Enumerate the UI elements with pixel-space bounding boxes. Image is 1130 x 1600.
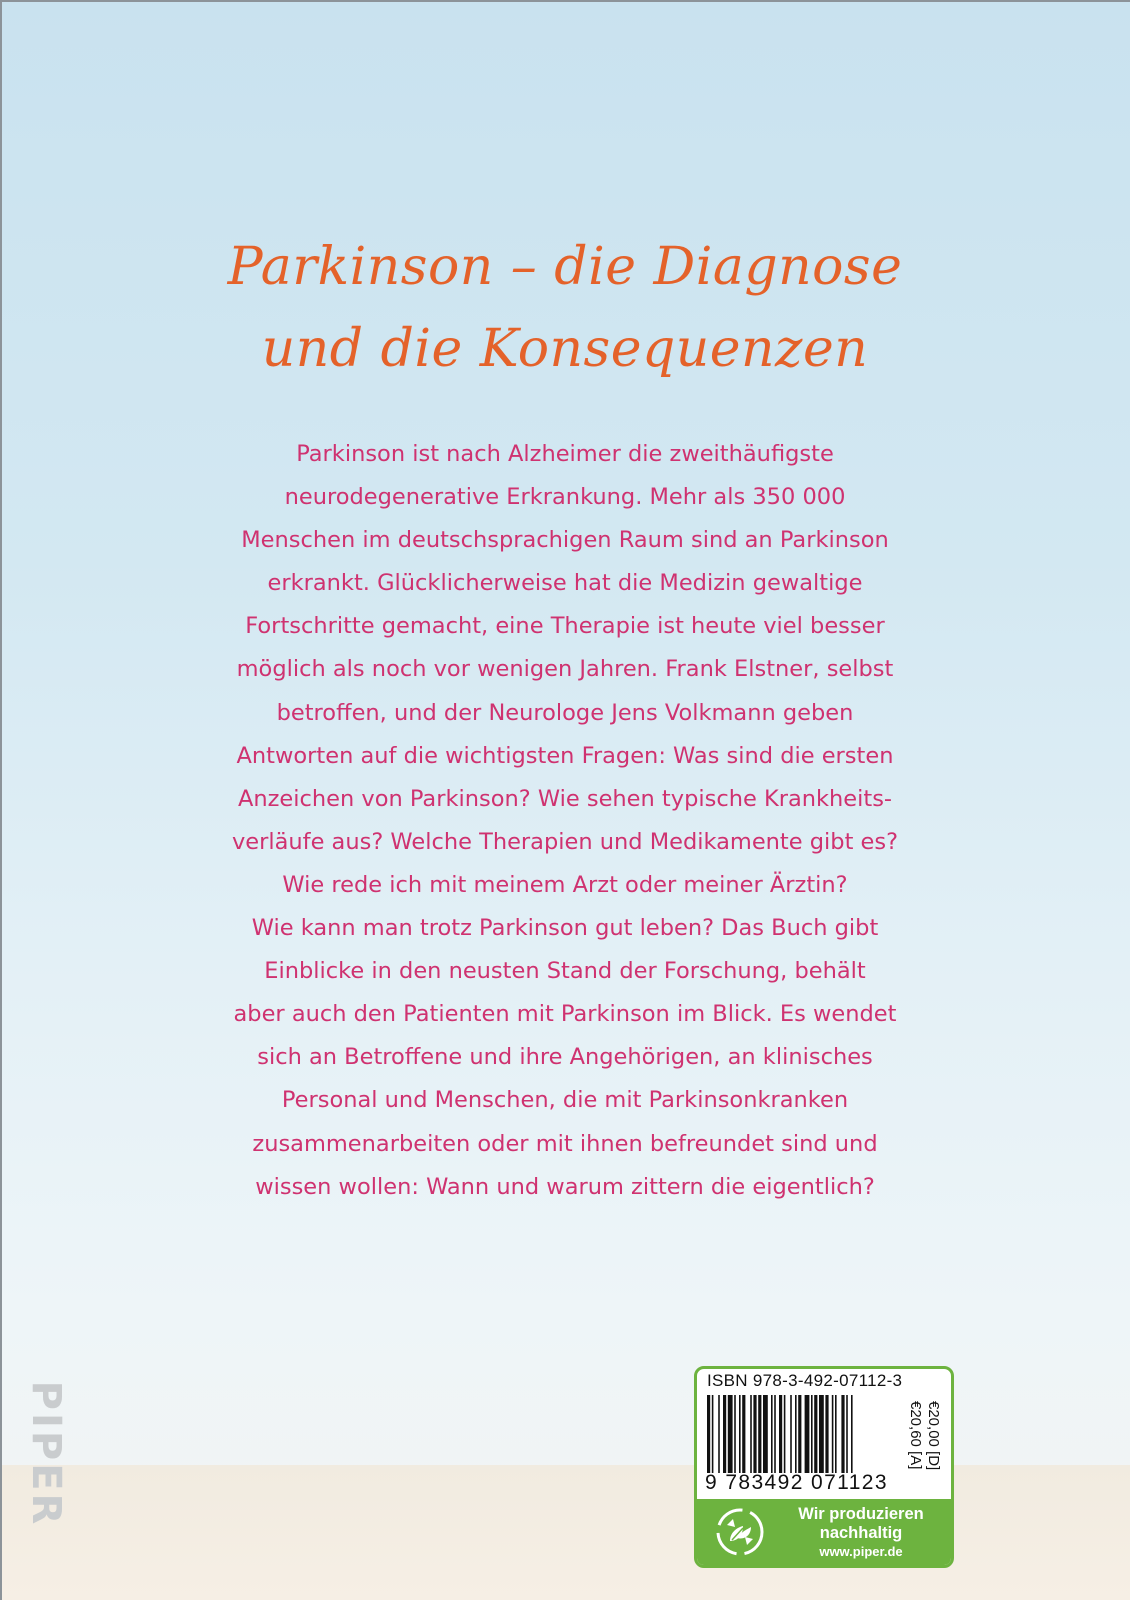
blurb-line: Menschen im deutschsprachigen Raum sind an Parkinson [241, 527, 889, 554]
headline [0, 226, 1130, 390]
publisher-url: www.piper.de [819, 1544, 903, 1559]
barcode-bar [723, 1395, 726, 1473]
isbn-text: ISBN 978-3-492-07112-3 [707, 1371, 903, 1390]
blurb-line: Personal und Menschen, die mit Parkinsonkranken [281, 1087, 849, 1114]
blurb-line: sich an Betroffene und ihre Angehörigen, an klinisches [257, 1044, 873, 1071]
barcode-bar [763, 1395, 768, 1473]
sustainability-badge [697, 1499, 951, 1565]
barcode-digits: 9 783492 071123 [705, 1471, 888, 1494]
barcode-bar [846, 1395, 848, 1473]
blurb-line: betroffen, und der Neurologe Jens Volkmann geben [276, 699, 854, 726]
barcode-bar [825, 1395, 828, 1473]
barcode-bar [753, 1395, 756, 1473]
barcode-bar [718, 1395, 720, 1473]
barcode-bar [779, 1395, 782, 1473]
barcode-bar [784, 1395, 786, 1473]
blurb-line: Wie kann man trotz Parkinson gut leben? Das Buch gibt [251, 915, 879, 942]
barcode-bar [851, 1395, 853, 1473]
barcode-bar [742, 1395, 745, 1473]
blurb-line: möglich als noch vor wenigen Jahren. Frank Elstner, selbst [236, 656, 894, 683]
barcode-bar [734, 1395, 736, 1473]
blurb-line: verläufe aus? Welche Therapien und Medikamente gibt es? [231, 828, 899, 855]
barcode-label [694, 1366, 954, 1568]
publisher-name: PIPER [23, 1380, 69, 1528]
barcode-bar [758, 1395, 761, 1473]
blurb-line: Anzeichen von Parkinson? Wie sehen typische Krankheits- [237, 785, 893, 812]
price-germany: €20,00 [D] [925, 1401, 942, 1471]
blurb-line: Antworten auf die wichtigsten Fragen: Was sind die ersten [236, 742, 894, 769]
blurb-line: neurodegenerative Erkrankung. Mehr als 350 000 [284, 484, 846, 511]
barcode-bar [814, 1395, 817, 1473]
sustainability-text [777, 1505, 945, 1560]
sand-background-band [0, 1465, 1130, 1600]
sustainability-line-2: nachhaltig [819, 1524, 903, 1542]
barcode-bar [739, 1395, 741, 1473]
blurb-line: Fortschritte gemacht, eine Therapie ist heute viel besser [245, 613, 885, 640]
barcode-bar [771, 1395, 773, 1473]
barcode-bar [841, 1395, 844, 1473]
blurb-line: Wie rede ich mit meinem Arzt oder meiner Ärztin? [282, 871, 848, 898]
barcode-bar [707, 1395, 710, 1473]
barcode-bar [832, 1395, 834, 1473]
barcode-bar [805, 1395, 810, 1473]
barcode-bar [795, 1395, 797, 1473]
publisher-logo [23, 1374, 69, 1534]
barcode-bar [728, 1395, 733, 1473]
barcode-bar [811, 1395, 813, 1473]
headline-line-1: Parkinson – die Diagnose [227, 237, 903, 297]
blurb-line: zusammenarbeiten oder mit ihnen befreundet sind und [252, 1130, 878, 1157]
blurb-text [190, 433, 940, 1209]
blurb-line: Parkinson ist nach Alzheimer die zweithäufigste [296, 441, 834, 467]
blurb-line: wissen wollen: Wann und warum zittern die eigentlich? [255, 1173, 875, 1200]
blurb-line: erkrankt. Glücklicherweise hat die Medizin gewaltige [267, 570, 863, 597]
barcode-bar [819, 1395, 824, 1473]
barcode-bar [790, 1395, 792, 1473]
sustainability-line-1: Wir produzieren [798, 1505, 924, 1523]
barcode [707, 1395, 897, 1473]
barcode-bar [712, 1395, 714, 1473]
price-austria: €20,60 [A] [907, 1401, 924, 1470]
barcode-bar [798, 1395, 801, 1473]
barcode-bar [835, 1395, 837, 1473]
headline-line-2: und die Konsequenzen [261, 319, 869, 379]
blurb-line: aber auch den Patienten mit Parkinson im Blick. Es wendet [233, 1001, 897, 1028]
price-column [904, 1397, 946, 1487]
barcode-bar [774, 1395, 776, 1473]
recycle-leaf-icon [713, 1505, 767, 1559]
barcode-bar [750, 1395, 752, 1473]
blurb-line: Einblicke in den neusten Stand der Forschung, behält [264, 958, 866, 985]
